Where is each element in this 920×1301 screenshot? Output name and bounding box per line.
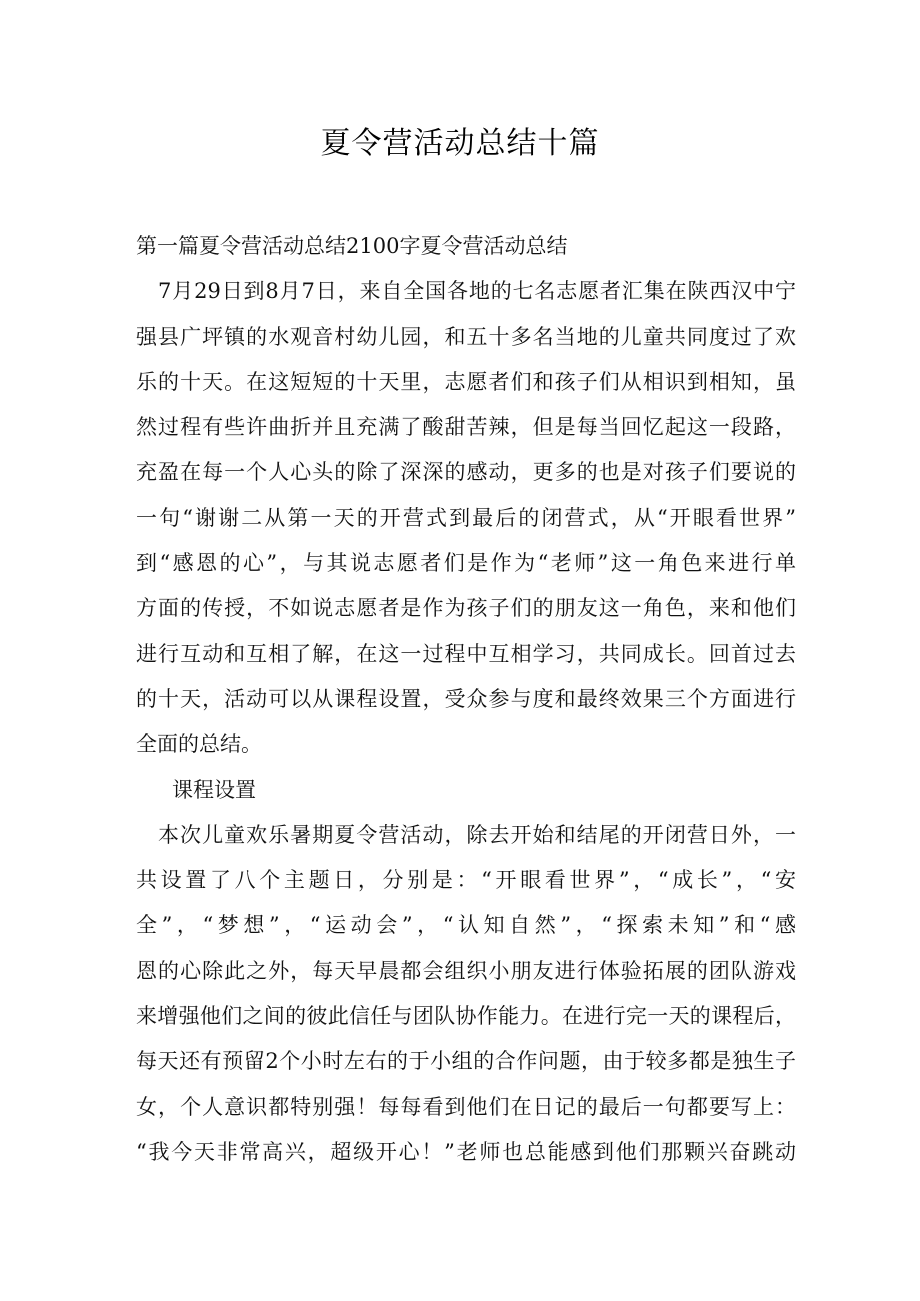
paragraph-line: 然过程有些许曲折并且充满了酸甜苦辣，但是每当回忆起这一段路， xyxy=(136,415,796,440)
paragraph-line: “我今天非常高兴，超级开心！”老师也总能感到他们那颗兴奋跳动 xyxy=(136,1139,796,1164)
document-body xyxy=(136,224,796,1175)
subsection-heading: 课程设置 xyxy=(172,777,256,802)
paragraph-line: 女，个人意识都特别强！每每看到他们在日记的最后一句都要写上： xyxy=(136,1094,796,1119)
paragraph-line: 本次儿童欢乐暑期夏令营活动，除去开始和结尾的开闭营日外，一 xyxy=(158,822,796,847)
paragraph-line: 7月29日到8月7日，来自全国各地的七名志愿者汇集在陕西汉中宁 xyxy=(158,279,796,304)
paragraph-line: 来增强他们之间的彼此信任与团队协作能力。在进行完一天的课程后， xyxy=(136,1004,796,1029)
paragraph-line: 强县广坪镇的水观音村幼儿园，和五十多名当地的儿童共同度过了欢 xyxy=(136,324,796,349)
document-title: 夏令营活动总结十篇 xyxy=(320,126,600,161)
paragraph-line: 全”，“梦想”，“运动会”，“认知自然”，“探索未知”和“感 xyxy=(136,913,796,938)
paragraph-line: 方面的传授，不如说志愿者是作为孩子们的朋友这一角色，来和他们 xyxy=(136,596,796,621)
section-heading: 第一篇夏令营活动总结2100字夏令营活动总结 xyxy=(136,234,568,258)
paragraph-line: 乐的十天。在这短短的十天里，志愿者们和孩子们从相识到相知，虽 xyxy=(136,369,796,394)
paragraph-line: 每天还有预留2个小时左右的于小组的合作问题，由于较多都是独生子 xyxy=(136,1049,796,1074)
paragraph-line: 到“感恩的心”，与其说志愿者们是作为“老师”这一角色来进行单 xyxy=(136,551,796,576)
paragraph-line: 共设置了八个主题日，分别是：“开眼看世界”，“成长”，“安 xyxy=(136,868,796,893)
paragraph-line: 一句“谢谢二从第一天的开营式到最后的闭营式，从“开眼看世界” xyxy=(136,505,796,530)
paragraph-line: 充盈在每一个人心头的除了深深的感动，更多的也是对孩子们要说的 xyxy=(136,460,796,485)
paragraph-line: 的十天，活动可以从课程设置，受众参与度和最终效果三个方面进行 xyxy=(136,686,796,711)
paragraph-line: 进行互动和互相了解，在这一过程中互相学习，共同成长。回首过去 xyxy=(136,641,796,666)
paragraph-line: 全面的总结。 xyxy=(136,732,262,757)
paragraph-line: 恩的心除此之外，每天早晨都会组织小朋友进行体验拓展的团队游戏 xyxy=(136,958,796,983)
